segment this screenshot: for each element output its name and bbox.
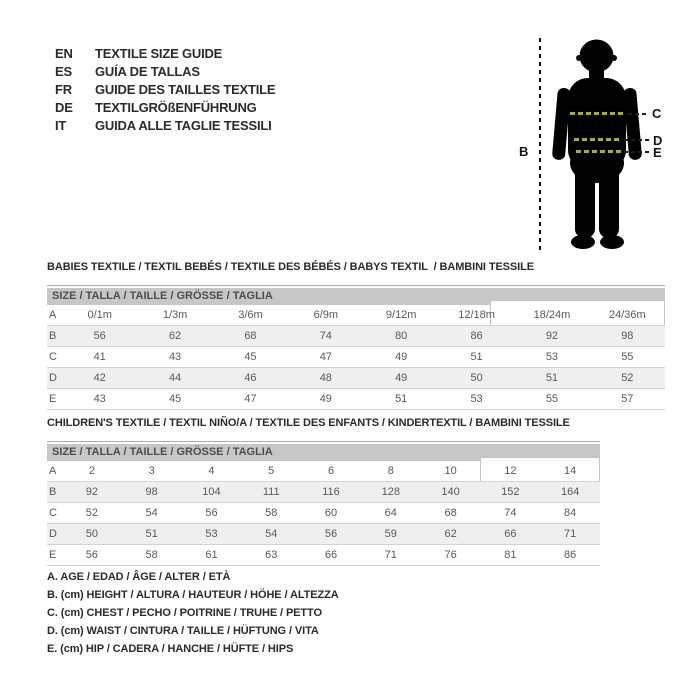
size-value: 48: [319, 372, 332, 384]
size-value: 43: [168, 351, 182, 363]
size-value: 86: [470, 330, 483, 342]
size-value: 92: [85, 486, 99, 498]
size-header-bar: SIZE / TALLA / TAILLE / GRÖSSE / TAGLIA: [47, 288, 665, 305]
size-value: 47: [319, 351, 332, 363]
size-value: 140: [441, 486, 460, 498]
legend-line: B. (cm) HEIGHT / ALTURA / HAUTEUR / HÖHE / ALTEZZA: [47, 589, 339, 601]
size-value: 71: [384, 549, 397, 561]
size-value: 46: [244, 372, 257, 384]
children-table-title: CHILDREN'S TEXTILE / TEXTIL NIÑO/A / TEXTILE DES ENFANTS / KINDERTEXTIL / BAMBINI TESSILE: [47, 417, 570, 429]
size-value: 98: [145, 486, 158, 498]
legend-line: A. AGE / EDAD / ÂGE / ALTER / ETÀ: [47, 571, 231, 583]
size-value: 51: [545, 372, 559, 384]
size-value: 52: [85, 507, 99, 519]
waist-measure-line: [574, 138, 622, 141]
row-label: A: [49, 465, 57, 477]
row-label: B: [49, 330, 57, 342]
size-value: 98: [621, 330, 634, 342]
size-value: 53: [470, 393, 483, 405]
chest-label: C: [652, 106, 662, 121]
size-value: 63: [265, 549, 278, 561]
size-value: 81: [504, 549, 517, 561]
size-value: 71: [564, 528, 577, 540]
size-value: 59: [384, 528, 397, 540]
language-code: IT: [55, 118, 67, 133]
size-value: 43: [93, 393, 106, 405]
size-value: 5: [268, 465, 275, 477]
size-value: 54: [145, 507, 158, 519]
babies-size-table: [47, 288, 665, 410]
table-row: [47, 347, 665, 368]
row-label: A: [49, 309, 57, 321]
size-value: 58: [265, 507, 278, 519]
size-value: 60: [324, 507, 338, 519]
size-value: 49: [395, 351, 408, 363]
language-row: [55, 45, 275, 63]
size-value: 66: [324, 549, 338, 561]
size-value: 56: [324, 528, 338, 540]
size-value: 56: [85, 549, 99, 561]
hip-pointer-line: [624, 151, 649, 153]
row-label: C: [49, 507, 57, 519]
size-value: 45: [244, 351, 257, 363]
table-row: [47, 461, 600, 482]
size-value: 50: [470, 372, 483, 384]
size-value: 24/36m: [608, 309, 646, 321]
size-value: 51: [145, 528, 158, 540]
size-value: 44: [168, 372, 182, 384]
size-value: 51: [470, 351, 483, 363]
size-value: 52: [621, 372, 634, 384]
size-value: 68: [244, 330, 257, 342]
table-rows: [47, 461, 600, 566]
size-value: 54: [265, 528, 278, 540]
language-title: GUIDA ALLE TAGLIE TESSILI: [95, 118, 272, 133]
table-row: [47, 545, 600, 566]
legend-line: E. (cm) HIP / CADERA / HANCHE / HÜFTE / HIPS: [47, 643, 294, 655]
language-row: [55, 117, 275, 135]
size-value: 3: [148, 465, 155, 477]
height-label: B: [519, 144, 529, 159]
size-value: 41: [93, 351, 106, 363]
size-value: 0/1m: [87, 309, 112, 321]
language-row: [55, 81, 275, 99]
size-value: 62: [168, 330, 182, 342]
table-row: [47, 368, 665, 389]
size-value: 4: [208, 465, 215, 477]
language-title: TEXTILGRÖßENFÜHRUNG: [95, 100, 257, 115]
hip-label: E: [653, 145, 662, 160]
table-row: [47, 305, 665, 326]
size-value: 86: [564, 549, 577, 561]
row-label: D: [49, 528, 57, 540]
size-value: 80: [395, 330, 408, 342]
size-value: 55: [545, 393, 559, 405]
table-top-rule: [47, 285, 665, 286]
language-title: GUÍA DE TALLAS: [95, 64, 200, 79]
row-label: E: [49, 549, 57, 561]
size-value: 2: [88, 465, 95, 477]
size-value: 152: [501, 486, 520, 498]
size-value: 42: [93, 372, 106, 384]
size-header-bar: SIZE / TALLA / TAILLE / GRÖSSE / TAGLIA: [47, 444, 600, 461]
size-value: 111: [262, 486, 280, 498]
size-value: 74: [319, 330, 332, 342]
table-row: [47, 326, 665, 347]
size-value: 47: [244, 393, 257, 405]
size-value: 116: [322, 486, 340, 498]
size-value: 49: [319, 393, 332, 405]
table-row: [47, 524, 600, 545]
size-value: 68: [444, 507, 457, 519]
size-value: 45: [168, 393, 182, 405]
size-value: 64: [384, 507, 397, 519]
chest-pointer-line: [628, 113, 649, 115]
size-value: 56: [205, 507, 218, 519]
table-rows: [47, 305, 665, 410]
size-value: 1/3m: [162, 309, 188, 321]
legend-line: D. (cm) WAIST / CINTURA / TAILLE / HÜFTUNG / VITA: [47, 625, 319, 637]
size-value: 50: [85, 528, 99, 540]
size-value: 8: [387, 465, 394, 477]
size-value: 128: [381, 486, 400, 498]
table-row: [47, 482, 600, 503]
language-row: [55, 99, 275, 117]
language-list: [55, 45, 275, 135]
size-value: 12: [504, 465, 517, 477]
size-value: 9/12m: [385, 309, 417, 321]
height-dashed-line: [539, 38, 541, 252]
size-value: 74: [504, 507, 517, 519]
language-code: FR: [55, 82, 72, 97]
size-value: 10: [444, 465, 457, 477]
size-value: 53: [545, 351, 559, 363]
language-code: DE: [55, 100, 73, 115]
size-value: 12/18m: [458, 309, 495, 321]
measurement-figure: [500, 20, 690, 260]
table-row: [47, 503, 600, 524]
babies-table-title: BABIES TEXTILE / TEXTIL BEBÉS / TEXTILE DES BÉBÉS / BABYS TEXTIL / BAMBINI TESSILE: [47, 261, 534, 273]
row-label: B: [49, 486, 57, 498]
hip-measure-line: [576, 150, 624, 153]
row-label: C: [49, 351, 57, 363]
size-value: 18/24m: [533, 309, 571, 321]
size-value: 104: [202, 486, 221, 498]
chest-measure-line: [570, 112, 626, 115]
child-silhouette-icon: [552, 30, 652, 252]
measurement-legend: [47, 568, 339, 658]
size-value: 57: [621, 393, 634, 405]
size-value: 61: [205, 549, 218, 561]
size-value: 55: [621, 351, 634, 363]
table-row: [47, 389, 665, 410]
legend-line: C. (cm) CHEST / PECHO / POITRINE / TRUHE / PETTO: [47, 607, 322, 619]
size-value: 92: [545, 330, 559, 342]
size-value: 56: [93, 330, 106, 342]
size-value: 53: [205, 528, 218, 540]
size-value: 62: [444, 528, 457, 540]
row-label: E: [49, 393, 57, 405]
language-row: [55, 63, 275, 81]
language-title: TEXTILE SIZE GUIDE: [95, 46, 223, 61]
language-code: EN: [55, 46, 73, 61]
size-value: 14: [564, 465, 577, 477]
waist-pointer-line: [624, 139, 649, 141]
language-code: ES: [55, 64, 72, 79]
size-value: 51: [395, 393, 408, 405]
size-value: 164: [560, 486, 580, 498]
table-top-rule: [47, 441, 600, 442]
size-value: 58: [145, 549, 158, 561]
row-label: D: [49, 372, 57, 384]
size-value: 49: [395, 372, 408, 384]
size-value: 84: [564, 507, 577, 519]
size-value: 6/9m: [313, 309, 339, 321]
children-size-table: [47, 444, 600, 566]
size-value: 66: [504, 528, 517, 540]
waist-label: D: [653, 133, 663, 148]
language-title: GUIDE DES TAILLES TEXTILE: [95, 82, 276, 97]
size-value: 3/6m: [238, 309, 263, 321]
size-value: 76: [444, 549, 457, 561]
size-value: 6: [327, 465, 335, 477]
